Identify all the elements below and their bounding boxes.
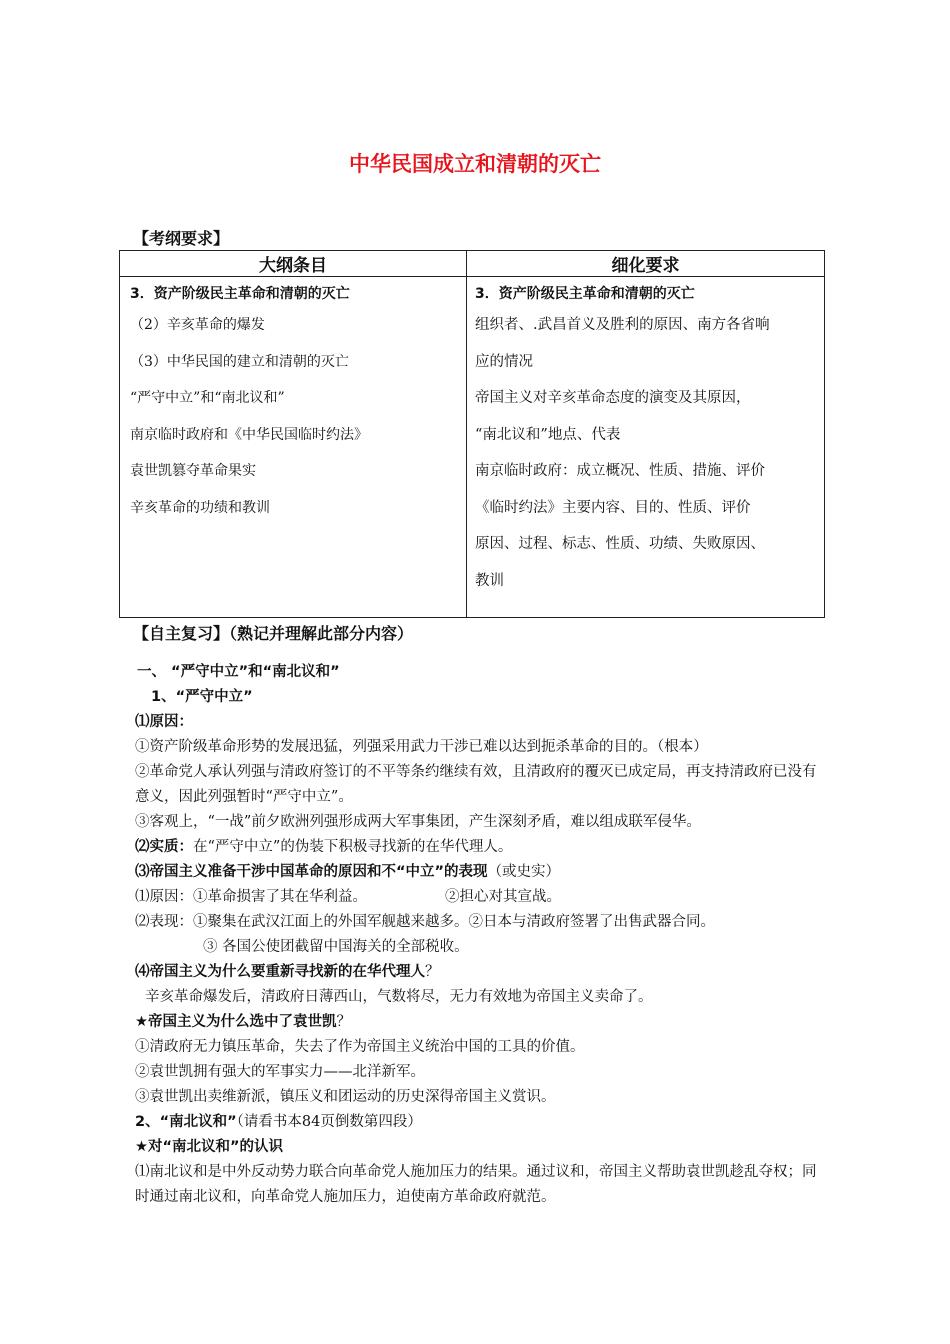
yuan-question	[135, 1010, 825, 1035]
list-item: 应的情况	[475, 353, 533, 370]
intervention-note: （或史实）	[487, 864, 561, 880]
cause-heading: ⑴原因：	[135, 714, 193, 730]
header-outline-items: 大纲条目	[120, 251, 467, 277]
new-agent-answer: 辛亥革命爆发后，清政府日薄西山，气数将尽，无力有效地为帝国主义卖命了。	[145, 989, 653, 1005]
detail-cell	[467, 277, 825, 618]
negotiation-text: ⑴南北议和是中外反动势力联合向革命党人施加压力的结果。通过议和，帝国主义帮助袁世凯趁乱夺权；同时通过南北议和，向革命党人施加压力，迫使南方革命政府就范。	[135, 1164, 817, 1205]
list-item: 袁世凯篡夺革命果实	[130, 463, 256, 479]
intervention-manifestation-3: ③ 各国公使团截留中国海关的全部税收。	[203, 939, 469, 955]
intervention-heading	[135, 860, 825, 885]
section-exam-requirements: 【考纲要求】	[133, 229, 230, 248]
yuan-label: ★帝国主义为什么选中了袁世凯	[135, 1014, 337, 1030]
list-item: “南北议和”地点、代表	[475, 426, 621, 443]
heading-1-1: 1、“严守中立”	[151, 689, 253, 705]
section-self-review-note: （熟记并理解此部分内容）	[229, 624, 414, 643]
essence-text: 在“严守中立”的伪装下积极寻找新的在华代理人。	[193, 839, 513, 855]
list-item: 教训	[475, 572, 504, 589]
header-detailed-requirements: 细化要求	[467, 251, 825, 277]
section-self-review	[133, 621, 413, 644]
requirements-table	[119, 250, 825, 618]
list-item: ②革命党人承认列强与清政府签订的不平等条约继续有效，且清政府的覆灭已成定局，再支持清政府已没有意义，因此列强暂时“严守中立”。	[135, 764, 817, 805]
list-item: 《临时约法》主要内容、目的、性质、评价	[475, 499, 751, 516]
cause-a: ⑴原因：①革命损害了其在华利益。	[135, 889, 367, 905]
heading-1-2-note: （请看书本84页倒数第四段）	[236, 1114, 422, 1130]
heading-1-2	[135, 1110, 825, 1135]
cause-b: ②担心对其宣战。	[445, 889, 561, 905]
section-self-review-label: 【自主复习】	[133, 624, 230, 643]
table-row	[120, 277, 825, 618]
intervention-causes	[135, 885, 825, 910]
list-item: ②袁世凯拥有强大的军事实力——北洋新军。	[135, 1064, 425, 1080]
question-mark: ？	[425, 964, 440, 980]
list-item: 帝国主义对辛亥革命态度的演变及其原因，	[475, 390, 751, 406]
list-item: 南京临时政府和《中华民国临时约法》	[130, 426, 368, 443]
list-item: 辛亥革命的功绩和教训	[130, 499, 270, 516]
list-item: ①清政府无力镇压革命，失去了作为帝国主义统治中国的工具的价值。	[135, 1039, 585, 1055]
outline-cell-heading: 3．资产阶级民主革命和清朝的灭亡	[130, 286, 350, 302]
new-agent-question	[135, 960, 825, 985]
heading-1-2-label: 2、“南北议和”	[135, 1114, 237, 1130]
page-title: 中华民国成立和清朝的灭亡	[349, 152, 601, 176]
detail-cell-heading: 3．资产阶级民主革命和清朝的灭亡	[475, 286, 695, 302]
essence-label: ⑵实质：	[135, 839, 193, 855]
review-content	[135, 660, 825, 1210]
list-item: ③客观上，“一战”前夕欧洲列强形成两大军事集团，产生深刻矛盾，难以组成联军侵华。	[135, 814, 701, 830]
negotiation-heading: ★对“南北议和”的认识	[135, 1139, 284, 1155]
list-item: ③袁世凯出卖维新派，镇压义和团运动的历史深得帝国主义赏识。	[135, 1089, 556, 1105]
list-item: （2）辛亥革命的爆发	[130, 317, 265, 333]
list-item: 南京临时政府：成立概况、性质、措施、评价	[475, 463, 765, 479]
intervention-manifestations: ⑵表现：①聚集在武汉江面上的外国军舰越来越多。②日本与清政府签署了出售武器合同。	[135, 914, 715, 930]
list-item: （3）中华民国的建立和清朝的灭亡	[130, 353, 349, 370]
heading-1: 一、 “严守中立”和“南北议和”	[137, 664, 340, 680]
list-item: “严守中立”和“南北议和”	[130, 390, 285, 406]
new-agent-label: ⑷帝国主义为什么要重新寻找新的在华代理人	[135, 964, 425, 980]
table-header-row	[120, 251, 825, 277]
list-item: 原因、过程、标志、性质、功绩、失败原因、	[475, 536, 765, 552]
list-item: ①资产阶级革命形势的发展迅猛，列强采用武力干涉已难以达到扼杀革命的目的。（根本）	[135, 739, 708, 755]
question-mark: ？	[336, 1014, 351, 1030]
intervention-label: ⑶帝国主义准备干涉中国革命的原因和不“中立”的表现	[135, 864, 488, 880]
outline-cell	[120, 277, 467, 618]
list-item: 组织者、.武昌首义及胜利的原因、南方各省响	[475, 317, 770, 333]
essence-paragraph	[135, 835, 825, 860]
